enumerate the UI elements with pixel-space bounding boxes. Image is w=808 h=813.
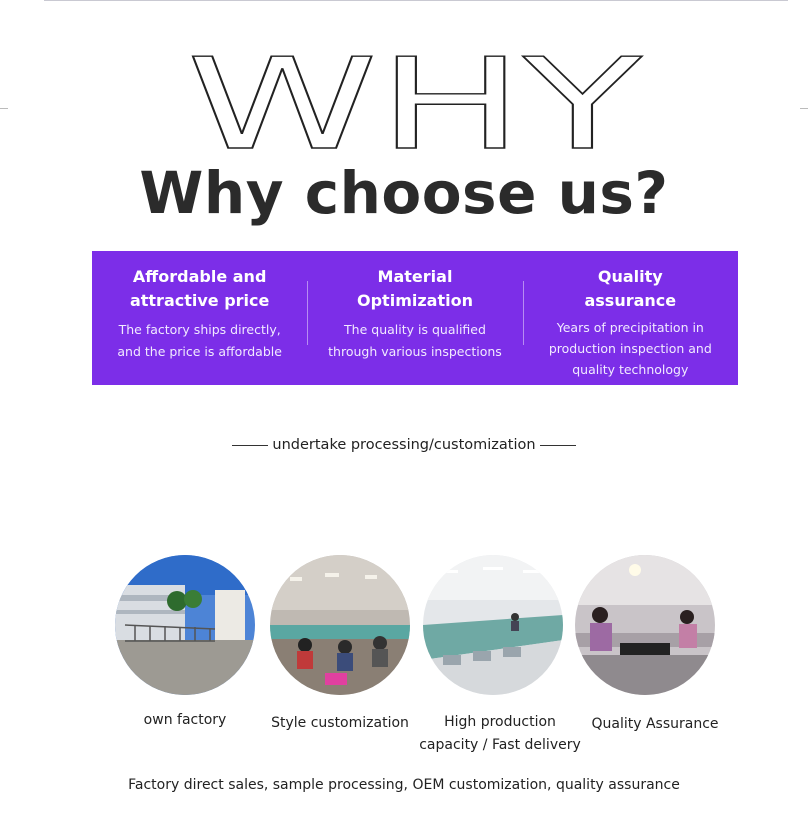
left-edge-mark <box>0 108 8 109</box>
feature-quality <box>523 251 738 385</box>
features-banner <box>92 251 738 385</box>
feature-description: Years of precipitation in production inspection and quality technology <box>548 320 712 377</box>
feature-material <box>307 251 522 385</box>
svg-text:WHY: WHY <box>186 48 644 152</box>
left-rule <box>232 445 268 446</box>
top-divider <box>44 0 788 1</box>
why-watermark <box>183 48 645 152</box>
feature-title: Quality assurance <box>584 267 677 310</box>
footer-tagline: Factory direct sales, sample processing, OEM customization, quality assurance <box>128 777 680 793</box>
factory-photo <box>115 555 255 695</box>
page-headline: Why choose us? <box>139 159 669 227</box>
caption-own-factory: own factory <box>143 712 227 728</box>
feature-title: Affordable and attractive price <box>129 267 270 310</box>
workshop-photo <box>270 555 410 695</box>
feature-price <box>92 251 307 385</box>
production-line-photo <box>423 555 563 695</box>
right-rule <box>540 445 576 446</box>
feature-description: The quality is qualified through various inspections <box>328 322 502 359</box>
feature-description: The factory ships directly, and the price is affordable <box>117 322 282 359</box>
quality-inspection-photo <box>575 555 715 695</box>
feature-title: Material Optimization <box>357 267 473 310</box>
caption-quality-assurance: Quality Assurance <box>591 716 719 732</box>
caption-high-production: High production capacity / Fast delivery <box>419 714 581 753</box>
right-edge-mark <box>800 108 808 109</box>
section-subheading: undertake processing/customization <box>0 437 808 453</box>
caption-style-customization: Style customization <box>271 715 409 731</box>
